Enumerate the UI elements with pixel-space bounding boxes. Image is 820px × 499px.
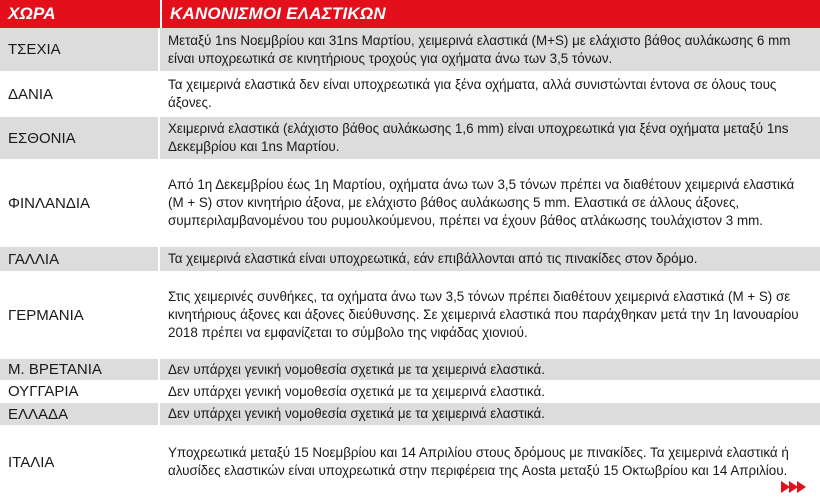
table-row: [0, 28, 820, 72]
table-row: [0, 160, 820, 247]
table-row: [0, 117, 820, 160]
country-cell: ΙΤΑΛΙΑ: [0, 426, 160, 498]
rule-cell: Μεταξύ 1ns Νοεμβρίου και 31ns Μαρτίου, χειμερινά ελαστικά (M+S) με ελάχιστο βάθος αυλάκωσης 6 mm είναι υποχρεωτικά σε κινητήριους τροχούς για οχήματα άνω των 3,5 τόνων.: [168, 32, 791, 66]
rule-cell: Χειμερινά ελαστικά (ελάχιστο βάθος αυλάκωσης 1,6 mm) είναι υποχρεωτικά για ξένα οχήματα μεταξύ 1ns Δεκεμβρίου και 1ns Μαρτίου.: [168, 121, 789, 154]
table-row: [0, 359, 820, 381]
country-cell: ΤΣΕΧΙΑ: [0, 28, 160, 71]
country-cell: ΟΥΓΓΑΡΙΑ: [0, 381, 160, 402]
rule-cell: Από 1η Δεκεμβρίου έως 1η Μαρτίου, οχήματα άνω των 3,5 τόνων πρέπει να διαθέτουν χειμερινά ελαστικά (M + S) στον κινητήριο άξονα, με ελάχιστο βάθος αυλάκωσης 5 mm. Ελαστικά σε άλλους άξονες, συμπεριλαμβανομένου του ρυμουλκούμενου, πρέπει να έχουν βάθος ατλάκωσης τουλάχιστον 3 mm.: [168, 177, 795, 228]
country-cell: ΕΛΛΑΔΑ: [0, 403, 160, 425]
table-row: [0, 403, 820, 426]
country-cell: ΕΣΘΟΝΙΑ: [0, 117, 160, 159]
table-row: [0, 381, 820, 403]
rule-cell: Στις χειμερινές συνθήκες, τα οχήματα άνω των 3,5 τόνων πρέπει διαθέτουν χειμερινά ελαστικά (M + S) σε κινητήριους άξονες και άξονες διεύθυνσης. Σε χειμερινά ελαστικά που παράχθηκαν μετά την 1η Ιανουαρίου 2018 πρέπει να εμφανίζεται το σύμβολο της νιφάδας χιονιού.: [168, 289, 799, 340]
table-row: [0, 272, 820, 359]
triple-chevron-right-icon: [782, 481, 806, 493]
rule-cell: Δεν υπάρχει γενική νομοθεσία σχετικά με τα χειμερινά ελαστικά.: [168, 361, 545, 377]
table-row: [0, 247, 820, 272]
country-column-header: ΧΩΡΑ: [8, 4, 56, 23]
table-body: [0, 28, 820, 499]
country-cell: ΓΑΛΛΙΑ: [0, 247, 160, 271]
country-cell: ΦΙΝΛΑΝΔΙΑ: [0, 160, 160, 246]
table-row: [0, 426, 820, 499]
country-cell: ΓΕΡΜΑΝΙΑ: [0, 272, 160, 358]
rule-cell: Δεν υπάρχει γενική νομοθεσία σχετικά με τα χειμερινά ελαστικά.: [168, 406, 545, 421]
rules-column-header: ΚΑΝΟΝΙΣΜΟΙ ΕΛΑΣΤΙΚΩΝ: [160, 0, 820, 28]
rule-cell: Δεν υπάρχει γενική νομοθεσία σχετικά με τα χειμερινά ελαστικά.: [168, 383, 545, 399]
country-cell: Μ. ΒΡΕΤΑΝΙΑ: [0, 359, 160, 380]
country-cell: ΔΑΝΙΑ: [0, 72, 160, 116]
table-header: [0, 0, 820, 28]
rule-cell: Τα χειμερινά ελαστικά είναι υποχρεωτικά, εάν επιβάλλονται από τις πινακίδες στον δρόμο.: [168, 251, 698, 266]
rule-cell: Τα χειμερινά ελαστικά δεν είναι υποχρεωτικά για ξένα οχήματα, αλλά συνιστώνται έντονα σε όλους τους άξονες.: [168, 77, 777, 110]
rule-cell: Υποχρεωτικά μεταξύ 15 Νοεμβρίου και 14 Απριλίου στους δρόμους με πινακίδες. Τα χειμερινά ελαστικά ή αλυσίδες ελαστικών είναι υποχρεωτικά στην περιφέρεια της Aosta μεταξύ 15 Οκτωβρίου και 14 Απριλίου.: [168, 445, 789, 478]
table-row: [0, 72, 820, 117]
